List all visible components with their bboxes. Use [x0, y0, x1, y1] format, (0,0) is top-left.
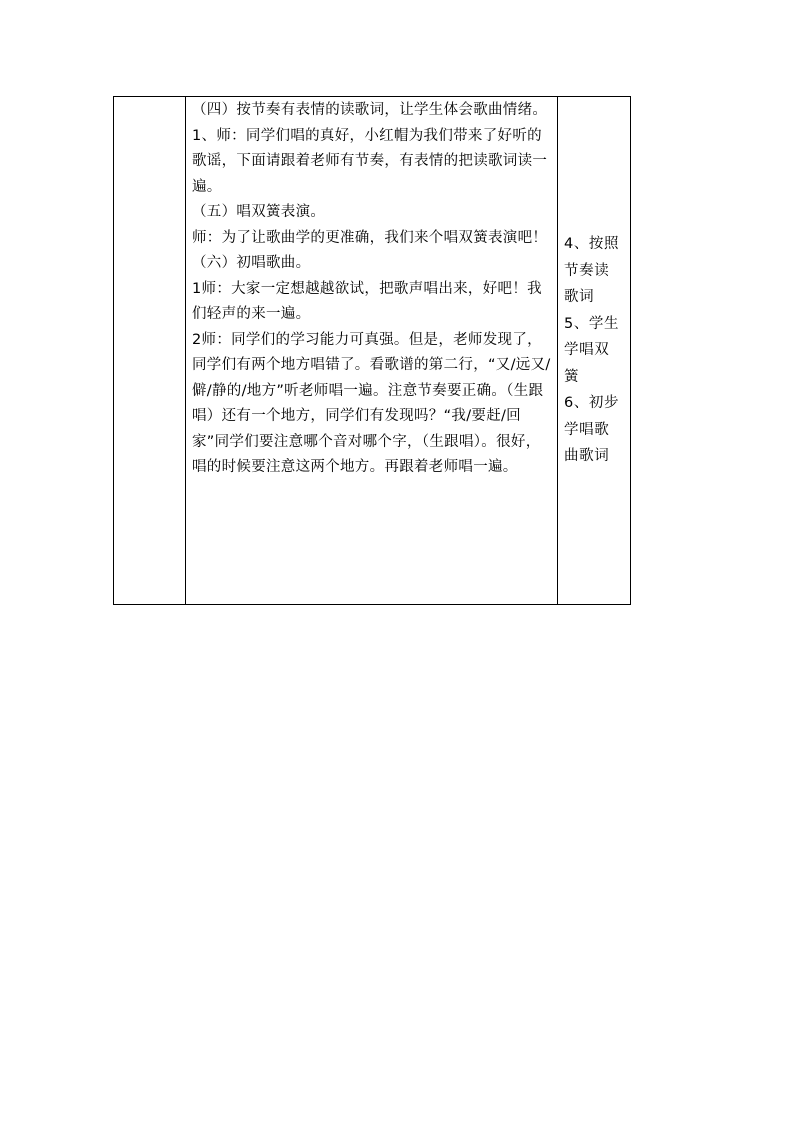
student-activity-cell: [558, 97, 631, 605]
activity-line: 歌词: [564, 289, 595, 305]
activity-line: 簧: [564, 368, 580, 385]
activity-line: 节奏读: [564, 262, 610, 279]
teacher-instruction-1: 1、师：同学们唱的真好，小红帽为我们带来了好听的歌谣，下面请跟着老师有节奏，有表情的把读歌词读一遍。: [192, 127, 548, 195]
teacher-instruction-sing-2: 2师：同学们的学习能力可真强。但是，老师发现了，同学们有两个地方唱错了。看歌谱的第二行，“又/远又/僻/静的/地方”听老师唱一遍。注意节奏要正确。（生跟唱）还有一个地方，同学们有发现吗？“我/要赶/回家”同学们要注意哪个音对哪个字，（生跟唱）。很好，唱的时候要注意这两个地方。再跟着老师唱一遍。: [192, 331, 551, 475]
teacher-instruction-duet: 师：为了让歌曲学的更准确，我们来个唱双簧表演吧！: [192, 229, 548, 246]
teacher-instruction-sing-1: 1师：大家一定想越越欲试，把歌声唱出来，好吧！我们轻声的来一遍。: [192, 280, 542, 322]
activity-line: 6、初步: [564, 395, 620, 411]
activity-line: 5、学生: [564, 315, 620, 332]
activity-line: 曲歌词: [564, 448, 610, 464]
table-row: [114, 97, 631, 605]
lesson-plan-table: [113, 96, 631, 605]
section-four-heading: （四）按节奏有表情的读歌词，让学生体会歌曲情绪。: [192, 102, 548, 118]
activity-line: 学唱歌: [564, 421, 610, 438]
section-six-heading: （六）初唱歌曲。: [192, 255, 311, 271]
section-five-heading: （五）唱双簧表演。: [192, 204, 326, 220]
left-empty-cell: [114, 97, 186, 605]
activity-line: 学唱双: [564, 342, 610, 358]
activity-line: 4、按照: [564, 236, 620, 252]
teaching-process-cell: [186, 97, 558, 605]
